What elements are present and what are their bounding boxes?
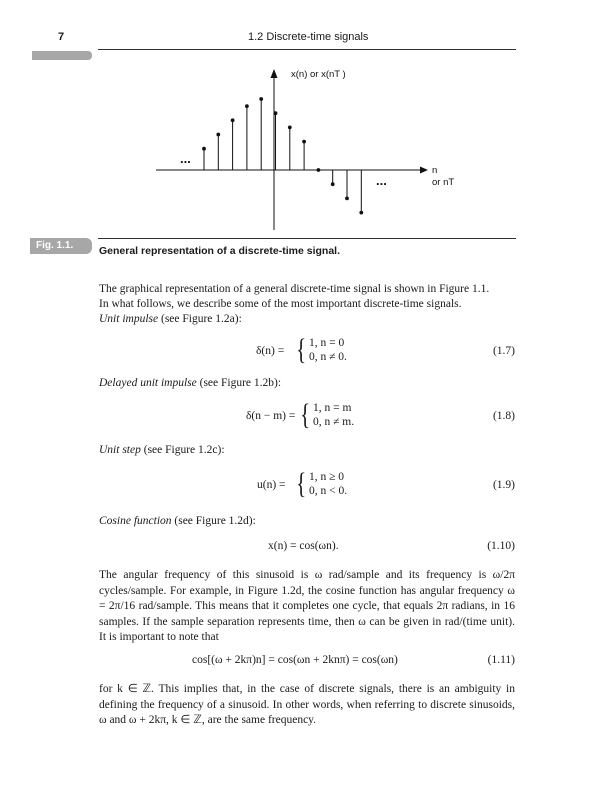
- stem-point: [202, 147, 206, 151]
- eq19-cases: [309, 470, 347, 498]
- unit-step-title: Unit step: [99, 444, 141, 456]
- intro-line-1: The graphical representation of a general discrete-time signal is shown in Figure 1.1.: [99, 283, 490, 295]
- eq18-cases: [313, 401, 354, 429]
- eq17-case2: 0, n ≠ 0.: [309, 351, 347, 363]
- stem-point: [317, 168, 321, 172]
- cosine-heading: [99, 514, 515, 530]
- figure-caption: General representation of a discrete-time signal.: [99, 245, 340, 257]
- paragraph-angular-frequency: The angular frequency of this sinusoid is ω rad/sample and its frequency is ω/2π cycles/sample. For example, in Figure 1.2d, the cosine function has angular frequency ω = 2π/16 rad/sample. This means that it completes one cycle, that equals 2π radians, in 16 samples. If the sample separation represents time, then ω can be given in rad/(time unit). It is important to note that: [99, 569, 515, 643]
- stem-point: [231, 118, 235, 122]
- eq19-case1: 1, n ≥ 0: [309, 471, 345, 483]
- paragraph-ambiguity: for k ∈ ℤ. This implies that, in the case of discrete signals, there is an ambiguity in defining the frequency of a sinusoid. In other words, when referring to discrete sinusoids, ω and ω + 2kπ, k ∈ ℤ, are the same frequency.: [99, 683, 515, 726]
- running-header: 1.2 Discrete-time signals: [248, 31, 369, 43]
- stems-group: [202, 97, 363, 214]
- unit-impulse-title: Unit impulse: [99, 313, 159, 325]
- page-number: 7: [58, 31, 65, 43]
- left-ellipsis: ...: [180, 151, 191, 166]
- unit-impulse-heading: [99, 312, 515, 328]
- x-axis-label-n: n: [432, 165, 438, 176]
- delayed-heading: [99, 376, 515, 392]
- stem-point: [259, 97, 263, 101]
- stem-point: [274, 111, 278, 115]
- unit-step-heading: [99, 443, 515, 459]
- intro-line-2: In what follows, we describe some of the most important discrete-time signals.: [99, 298, 462, 310]
- eq111: cos[(ω + 2kπ)n] = cos(ωn + 2knπ) = cos(ωn): [192, 654, 398, 666]
- stem-point: [359, 211, 363, 215]
- stem-point: [331, 182, 335, 186]
- eq18-brace: {: [300, 398, 311, 431]
- y-axis-arrow: [271, 69, 278, 78]
- eq17-lhs: δ(n) =: [256, 345, 285, 357]
- eq17-number: (1.7): [492, 345, 515, 357]
- eq17-cases: [309, 336, 347, 364]
- unit-step-ref: (see Figure 1.2c):: [140, 444, 225, 456]
- eq111-number: (1.11): [487, 654, 515, 666]
- stem-point: [245, 104, 249, 108]
- eq18-number: (1.8): [492, 410, 515, 422]
- eq17-case1: 1, n = 0: [309, 337, 345, 349]
- y-axis-label: x(n) or x(nT ): [291, 69, 346, 80]
- figure-stem-plot: [0, 0, 608, 240]
- delayed-ref: (see Figure 1.2b):: [196, 377, 282, 389]
- eq19-number: (1.9): [492, 479, 515, 491]
- delayed-title: Delayed unit impulse: [99, 377, 197, 389]
- eq19-case2: 0, n < 0.: [309, 485, 348, 497]
- stem-point: [345, 197, 349, 201]
- x-axis-label-nt: or nT: [432, 177, 455, 188]
- stem-point: [302, 140, 306, 144]
- cosine-ref: (see Figure 1.2d):: [171, 515, 256, 527]
- eq19-brace: {: [296, 467, 307, 500]
- figure-tag: Fig. 1.1.: [30, 238, 92, 254]
- caption-rule: [98, 238, 516, 239]
- stem-point: [216, 133, 220, 137]
- eq17-brace: {: [296, 333, 307, 366]
- unit-impulse-ref: (see Figure 1.2a):: [158, 313, 242, 325]
- right-ellipsis: ...: [376, 173, 387, 188]
- stem-point: [288, 126, 292, 130]
- eq18-lhs: δ(n − m) =: [246, 410, 296, 422]
- eq18-case1: 1, n = m: [313, 402, 352, 414]
- eq110-number: (1.10): [487, 540, 515, 552]
- cosine-title: Cosine function: [99, 515, 172, 527]
- x-axis-arrow: [420, 167, 428, 174]
- eq18-case2: 0, n ≠ m.: [313, 416, 355, 428]
- eq19-lhs: u(n) =: [257, 479, 286, 491]
- eq110: x(n) = cos(ωn).: [268, 540, 339, 552]
